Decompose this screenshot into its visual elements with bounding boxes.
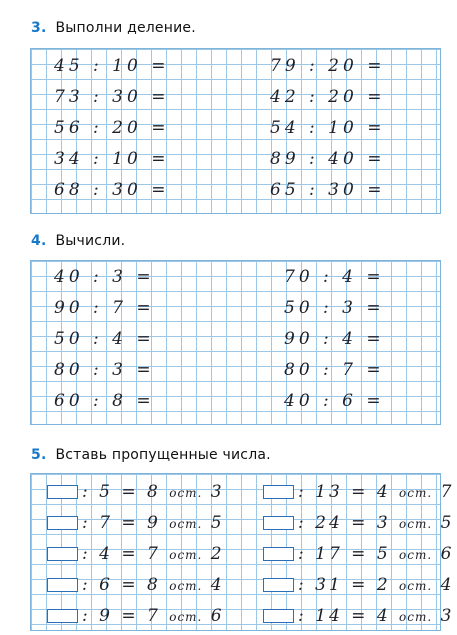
task-5-expression: : 5 = 8 (82, 482, 161, 502)
task-5-number: 5. (31, 447, 47, 463)
task-5-remainder: 4 (210, 575, 225, 595)
task-5-left-answer-box[interactable] (47, 578, 78, 592)
ost-word: ост. (169, 517, 203, 531)
task-5-expression: : 9 = 7 (82, 606, 161, 626)
task-5-remainder: 6 (210, 606, 225, 626)
task-5-remainder: 2 (210, 544, 225, 564)
task-3-right-example: 42 : 20 = (270, 87, 386, 107)
task-5-expression: : 31 = 2 (298, 575, 391, 595)
task-4-left-example: 40 : 3 = (54, 267, 155, 287)
task-4-number: 4. (31, 233, 47, 249)
task-5-left-example (82, 545, 225, 564)
task-4-right-example: 80 : 7 = (284, 360, 385, 380)
task-4-heading (31, 233, 125, 249)
task-5-remainder: 7 (440, 482, 455, 502)
task-3-right-example: 79 : 20 = (270, 56, 386, 76)
task-5-left-answer-box[interactable] (47, 609, 78, 623)
task-5-right-answer-box[interactable] (263, 547, 294, 561)
task-5-right-answer-box[interactable] (263, 578, 294, 592)
task-5-left-example (82, 514, 225, 533)
task-5-right-example (298, 514, 454, 533)
task-5-expression: : 7 = 9 (82, 513, 161, 533)
task-5-remainder: 5 (210, 513, 225, 533)
task-5-expression: : 6 = 8 (82, 575, 161, 595)
task-3-left-example: 45 : 10 = (54, 56, 170, 76)
task-3-right-example: 65 : 30 = (270, 180, 386, 200)
task-5-right-example (298, 483, 454, 502)
task-5-remainder: 4 (440, 575, 455, 595)
ost-word: ост. (399, 517, 433, 531)
task-4-right-example: 90 : 4 = (284, 329, 385, 349)
task-5-left-answer-box[interactable] (47, 547, 78, 561)
task-4-right-example: 40 : 6 = (284, 391, 385, 411)
task-5-expression: : 24 = 3 (298, 513, 391, 533)
ost-word: ост. (399, 610, 433, 624)
task-4-left-example: 50 : 4 = (54, 329, 155, 349)
ost-word: ост. (169, 548, 203, 562)
task-5-remainder: 5 (440, 513, 455, 533)
task-5-left-answer-box[interactable] (47, 485, 78, 499)
task-3-left-example: 56 : 20 = (54, 118, 170, 138)
task-5-right-answer-box[interactable] (263, 485, 294, 499)
task-5-expression: : 13 = 4 (298, 482, 391, 502)
ost-word: ост. (169, 610, 203, 624)
task-5-right-example (298, 607, 454, 626)
task-5-title: Вставь пропущенные числа. (55, 447, 271, 463)
task-3-number: 3. (31, 20, 47, 36)
task-5-right-answer-box[interactable] (263, 516, 294, 530)
task-5-right-example (298, 576, 454, 595)
task-5-left-example (82, 576, 225, 595)
task-5-remainder: 3 (440, 606, 455, 626)
task-3-heading (31, 20, 196, 36)
task-3-left-example: 34 : 10 = (54, 149, 170, 169)
task-3-left-example: 68 : 30 = (54, 180, 170, 200)
task-5-expression: : 17 = 5 (298, 544, 391, 564)
task-4-left-example: 80 : 3 = (54, 360, 155, 380)
ost-word: ост. (169, 579, 203, 593)
task-5-right-answer-box[interactable] (263, 609, 294, 623)
task-5-right-example (298, 545, 454, 564)
ost-word: ост. (399, 548, 433, 562)
task-5-remainder: 6 (440, 544, 455, 564)
task-5-expression: : 4 = 7 (82, 544, 161, 564)
task-3-right-example: 89 : 40 = (270, 149, 386, 169)
task-5-expression: : 14 = 4 (298, 606, 391, 626)
task-3-right-example: 54 : 10 = (270, 118, 386, 138)
task-5-left-example (82, 483, 225, 502)
task-5-left-answer-box[interactable] (47, 516, 78, 530)
task-3-title: Выполни деление. (55, 20, 196, 36)
task-5-left-example (82, 607, 225, 626)
task-4-right-example: 70 : 4 = (284, 267, 385, 287)
task-4-title: Вычисли. (55, 233, 126, 249)
task-5-heading (31, 447, 271, 463)
task-4-right-example: 50 : 3 = (284, 298, 385, 318)
task-4-left-example: 60 : 8 = (54, 391, 155, 411)
task-4-left-example: 90 : 7 = (54, 298, 155, 318)
task-3-left-example: 73 : 30 = (54, 87, 170, 107)
ost-word: ост. (169, 486, 203, 500)
task-5-remainder: 3 (210, 482, 225, 502)
ost-word: ост. (399, 579, 433, 593)
ost-word: ост. (399, 486, 433, 500)
